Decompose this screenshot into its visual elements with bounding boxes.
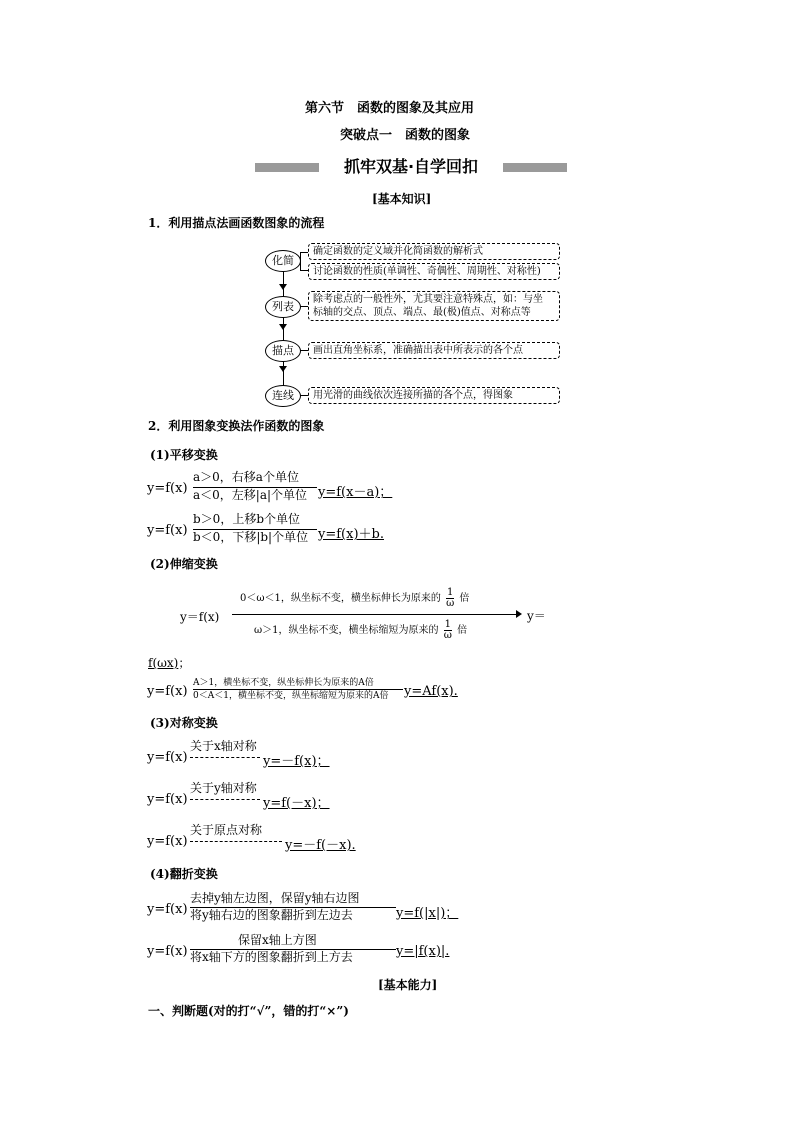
connector-1b [300,270,308,271]
symmetry-f1-up: 关于x轴对称 [190,739,257,753]
basic-ability-heading: [基本能力] [378,978,438,992]
stretch-f1-down-den: ω [443,630,452,641]
stretch-f2-result: y=Af(x). [404,684,458,699]
symmetry-title: (3)对称变换 [150,716,218,730]
translation-f2-up: b＞0，上移b个单位 [193,512,300,526]
connector-4 [300,395,308,396]
flip-f1-up: 去掉y轴左边图，保留y轴右边图 [190,891,360,905]
box-properties: 讨论函数的性质(单调性、奇偶性、周期性、对称性) [308,263,560,280]
symmetry-f3-left: y=f(x) [147,834,188,849]
symmetry-f2-up: 关于y轴对称 [190,781,257,795]
connector-2 [300,306,308,307]
stretch-f1-up-num: 1 [446,587,454,598]
subsection-title: 突破点一 函数的图象 [340,128,471,143]
box-plot: 画出直角坐标系，准确描出表中所表示的各个点 [308,342,560,359]
stretch-f2-up: A＞1，横坐标不变，纵坐标伸长为原来的A倍 [193,678,374,688]
item1-heading: 1．利用描点法画函数图象的流程 [148,216,325,230]
symmetry-f2-arrow [190,799,260,800]
judge-heading: 一、判断题(对的打“√”，错的打“×”) [148,1004,349,1018]
stretch-f2-arrow [193,689,403,690]
band-label: 抓牢双基·自学回扣 [319,156,503,178]
box-domain: 确定函数的定义域并化简函数的解析式 [308,243,560,260]
symmetry-f2-result: y=f(－x)； [263,796,330,811]
symmetry-f3-up: 关于原点对称 [190,823,263,837]
flip-f2-left: y=f(x) [147,944,188,959]
symmetry-f3-result: y=－f(－x). [285,838,356,853]
stretch-f1-up-den: ω [446,598,455,609]
basic-knowledge-heading: [基本知识] [372,192,432,206]
translation-f1-left: y=f(x) [147,481,188,496]
box-connect: 用光滑的曲线依次连接所描的各个点，得图象 [308,387,560,404]
connector-1-bracket [300,252,301,270]
flow-step-tabulate: 列表 [265,296,301,318]
symmetry-f1-left: y=f(x) [147,750,188,765]
translation-f2-down: b＜0，下移|b|个单位 [193,530,309,544]
flip-f1-left: y=f(x) [147,902,188,917]
stretch-f1-result-line [148,654,190,671]
stretch-f1-up-frac [446,588,454,609]
symmetry-f2-left: y=f(x) [147,792,188,807]
translation-f1-down: a＜0，左移|a|个单位 [193,488,308,502]
stretch-f2-left: y=f(x) [147,684,188,699]
symmetry-f1-result: y=－f(x)； [263,754,330,769]
stretch-f1-up-line [240,588,469,609]
stretch-f1-right: y＝ [527,609,546,623]
stretch-f1-arrow [232,614,520,615]
stretch-f1-down-line [254,620,467,641]
translation-f1-up: a＞0，右移a个单位 [193,470,299,484]
band-bar-right [503,163,567,172]
flow-arrowhead-2 [279,366,287,372]
band-bar-left [255,163,319,172]
symmetry-f1-arrow [190,757,260,758]
stretch-f1-down-num: 1 [444,619,451,630]
translation-title: (1)平移变换 [150,448,218,462]
box-special-points-line2: 标轴的交点、顶点、端点、最(极)值点、对称点等 [313,307,531,318]
symmetry-f3-arrow [190,841,282,842]
stretch-f1-down: ω＞1，纵坐标不变，横坐标缩短为原来的 [254,625,439,636]
connector-3 [300,350,308,351]
translation-f2-result: y=f(x)＋b. [318,527,384,542]
box-special-points-line1: 除考虑点的一般性外，尤其要注意特殊点，如：与坐 [313,294,543,305]
flip-f2-down: 将x轴下方的图象翻折到上方去 [190,950,353,964]
flow-arrowhead-1 [279,324,287,330]
flip-f2-result: y=|f(x)|. [396,944,450,959]
flow-step-connect: 连线 [265,385,301,407]
flip-f1-result: y=f(|x|)； [396,906,459,921]
item2-heading: 2．利用图象变换法作函数的图象 [148,419,325,433]
flow-step-simplify: 化简 [265,250,301,272]
stretch-title: (2)伸缩变换 [150,557,218,571]
stretch-f1-left: y＝f(x) [180,610,220,624]
stretch-f1-up: 0＜ω＜1，纵坐标不变，横坐标伸长为原来的 [240,593,441,604]
stretch-f2-down: 0＜A＜1，横坐标不变，纵坐标缩短为原来的A倍 [193,691,389,701]
translation-f1-result: y=f(x－a)； [318,485,393,500]
box-special-points [308,291,560,321]
stretch-f1-down-tail: 倍 [457,625,468,636]
flip-f2-up: 保留x轴上方图 [238,933,317,947]
stretch-f1-result-tail: ； [178,656,191,670]
stretch-f1-down-frac [444,620,452,641]
flip-f1-down: 将y轴右边的图象翻折到左边去 [190,908,353,922]
section-title: 第六节 函数的图象及其应用 [305,101,475,116]
section-band [255,156,567,178]
translation-f2-left: y=f(x) [147,523,188,538]
flip-title: (4)翻折变换 [150,867,218,881]
connector-1a [300,252,308,253]
flow-arrowhead-3 [279,284,287,290]
stretch-f1-up-tail: 倍 [459,593,470,604]
flow-step-plot: 描点 [265,340,301,362]
stretch-f1-result: f(ωx) [148,656,179,670]
stretch-f1-arrowhead [516,610,522,618]
